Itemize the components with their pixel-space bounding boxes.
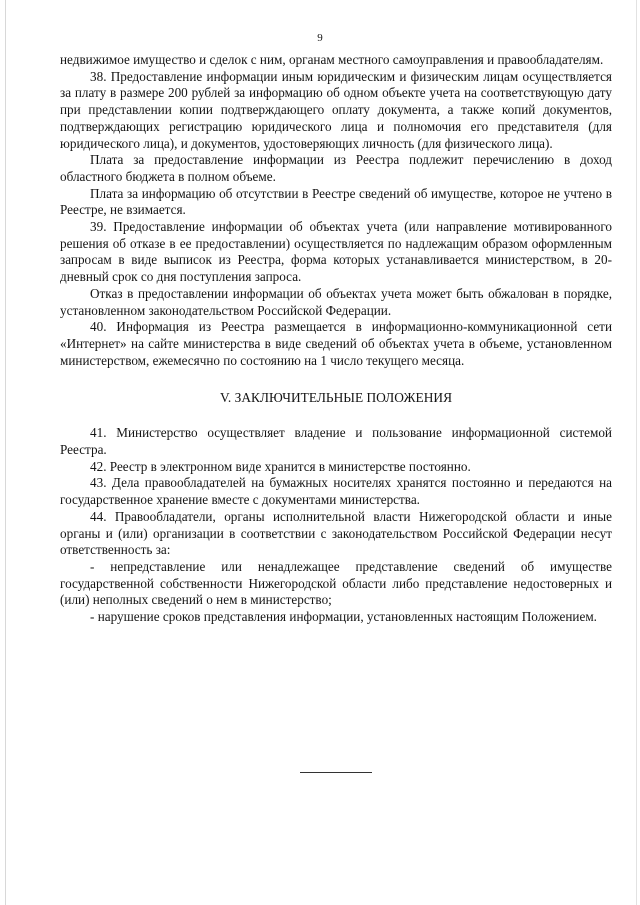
paragraph: Плата за предоставление информации из Реестра подлежит перечислению в доход областного бюджета в полном объеме. [60, 152, 612, 184]
scan-edge-left [5, 0, 6, 905]
paragraph: 43. Дела правообладателей на бумажных носителях хранятся постоянно и передаются на государственное хранение вместе с документами министерства. [60, 475, 612, 508]
paragraph: - непредставление или ненадлежащее представление сведений об имуществе государственной собственности Нижегородской области либо представление недостоверных и (или) неполных сведений о нем в министерство; [60, 558, 612, 608]
page-number: 9 [317, 32, 323, 44]
paragraphs-after-section [60, 425, 612, 625]
scan-edge-right [636, 0, 637, 905]
paragraph: 42. Реестр в электронном виде хранится в министерстве постоянно. [90, 458, 471, 474]
paragraph: 44. Правообладатели, органы исполнительной власти Нижегородской области и иные органы и (или) организации в соответствии с законодательством Российской Федерации несут ответственность за: [60, 508, 612, 558]
paragraph: 40. Информация из Реестра размещается в информационно-коммуникационной сети «Интернет» на сайте министерства в виде сведений об объектах учета в объеме, установленном министерством, ежемесячно по состоянию на 1 число текущего месяца. [60, 319, 612, 368]
paragraph: Отказ в предоставлении информации об объектах учета может быть обжалован в порядке, установленном законодательством Российской Федерации. [60, 285, 612, 318]
end-rule [300, 772, 372, 773]
document-body [60, 52, 612, 626]
paragraphs-before-section [60, 52, 612, 369]
paragraph: 38. Предоставление информации иным юридическим и физическим лицам осуществляется за плату в размере 200 рублей за информацию об одном объекте учета на соответствующую дату при представлении копии подтверждающего оплату документа, а также копий документов, подтверждающих регистрацию юридического лица и полномочия его представителя (для юридического лица), и документов, удостоверяющих личность (для физического лица). [60, 68, 612, 151]
section-heading: V. ЗАКЛЮЧИТЕЛЬНЫЕ ПОЛОЖЕНИЯ [219, 390, 453, 406]
paragraph: 39. Предоставление информации об объектах учета (или направление мотивированного решения об отказе в ее предоставлении) осуществляется по надлежащим образом оформленным запросам в виде выписок из Реестра, форма которых устанавливается министерством, в 20-дневный срок со дня поступления запроса. [60, 219, 612, 285]
paragraph: 41. Министерство осуществляет владение и пользование информационной системой Реестра. [60, 425, 612, 458]
paragraph: Плата за информацию об отсутствии в Реестре сведений об имуществе, которое не учтено в Реестре, не взимается. [60, 185, 612, 218]
paragraph: недвижимое имущество и сделок с ним, органам местного самоуправления и правообладателям. [60, 52, 604, 67]
paragraph: - нарушение сроков представления информации, установленных настоящим Положением. [90, 609, 597, 625]
